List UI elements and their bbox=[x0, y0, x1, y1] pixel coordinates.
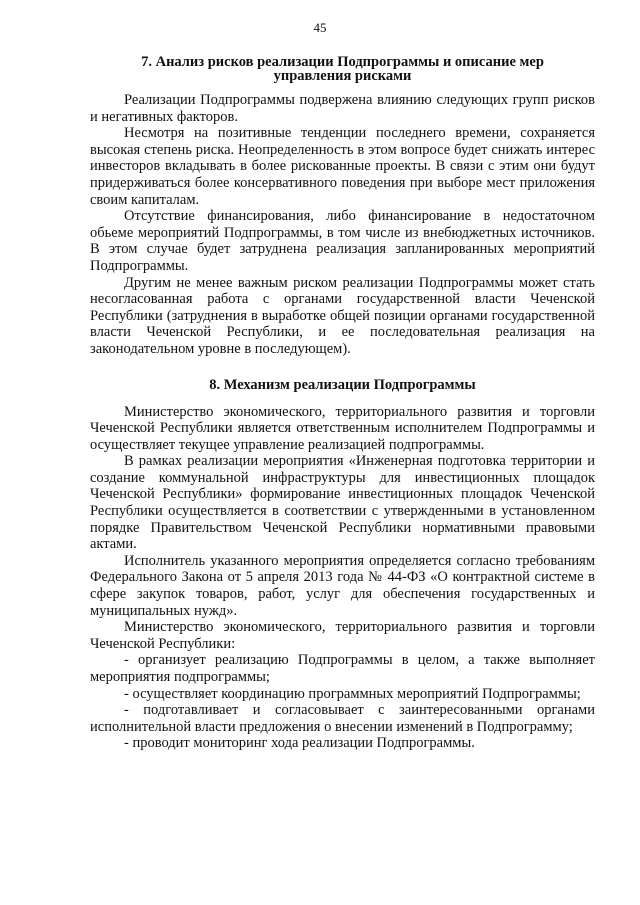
section-8-heading bbox=[90, 378, 595, 392]
section-8-paragraph-1: Министерство экономического, территориального развития и торговли Чеченской Республики является ответственным исполнителем Подпрограммы и осуществляет текущее управление реализацией подпрограммы. bbox=[90, 403, 595, 453]
section-7-heading-line-1: 7. Анализ рисков реализации Подпрограммы и описание мер bbox=[141, 54, 544, 70]
section-7-heading-line-2: управления рисками bbox=[273, 68, 412, 84]
section-8-paragraph-2: В рамках реализации мероприятия «Инженерная подготовка территории и создание коммунальной инфраструктуры для инвестиционных площадок Чеченской Республики» формирование инвестиционных площадок Чеченской Республики осуществляется в соответствии с утвержденными в установленном порядке Правительством Чеченской Республики нормативными правовыми актами. bbox=[90, 453, 595, 553]
section-8-list-item-1: - организует реализацию Подпрограммы в целом, а также выполняет мероприятия подпрограммы; bbox=[90, 652, 595, 685]
section-7-paragraph-4: Другим не менее важным риском реализации Подпрограммы может стать несогласованная работа с органами государственной власти Чеченской Республики (затруднения в выработке общей позиции органами государственной власти Чеченской Республики, и ее последовательная реализация на законодательном уровне в последующем). bbox=[90, 274, 595, 357]
section-7-paragraph-3: Отсутствие финансирования, либо финансирование в недостаточном обьеме мероприятий Подпрограммы, в том числе из внебюджетных источников. В этом случае будет затруднена реализация запланированных мероприятий Подпрограммы. bbox=[90, 208, 595, 274]
section-8-heading-text: 8. Механизм реализации Подпрограммы bbox=[209, 376, 476, 393]
section-8-paragraph-3: Исполнитель указанного мероприятия определяется согласно требованиям Федерального Закона от 5 апреля 2013 года № 44-ФЗ «О контрактной системе в сфере закупок товаров, работ, услуг для обеспечения государственных и муниципальных нужд». bbox=[90, 552, 595, 619]
section-8-list-item-2: - осуществляет координацию программных мероприятий Подпрограммы; bbox=[124, 685, 581, 702]
section-8-paragraph-4: Министерство экономического, территориального развития и торговли Чеченской Республики: bbox=[90, 619, 595, 652]
section-7-paragraph-2: Несмотря на позитивные тенденции последнего времени, сохраняется высокая степень риска. Неопределенность в этом вопросе будет снижать интерес инвесторов вкладывать в более рискованные проекты. В связи с этим они будут придерживаться более консервативного поведения при выборе мест приложения своим капиталам. bbox=[90, 125, 595, 208]
section-8-list-item-4: - проводит мониторинг хода реализации Подпрограммы. bbox=[124, 735, 475, 752]
section-8-list-item-3: - подготавливает и согласовывает с заинтересованными органами исполнительной власти предложения о внесении изменений в Подпрограмму; bbox=[90, 702, 595, 735]
section-7-heading bbox=[90, 55, 595, 83]
page-content bbox=[90, 55, 595, 752]
page-number: 45 bbox=[313, 20, 327, 35]
section-7-paragraph-1: Реализации Подпрограммы подвержена влиянию следующих групп рисков и негативных факторов. bbox=[90, 92, 595, 125]
